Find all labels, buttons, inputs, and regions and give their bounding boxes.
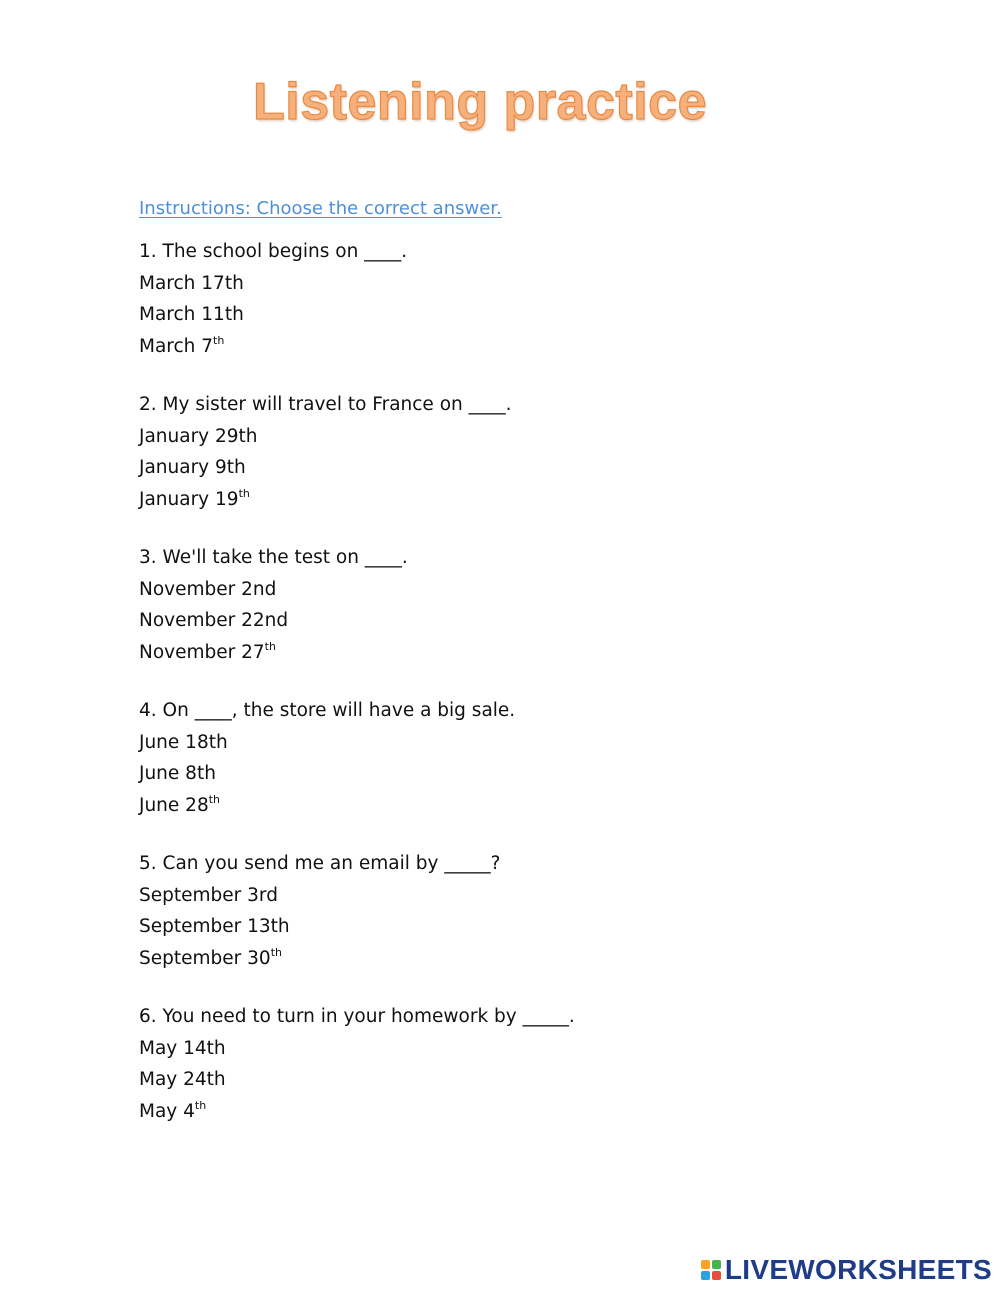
worksheet-title: Listening practice (253, 73, 707, 131)
question-1 (139, 236, 899, 362)
answer-option (139, 790, 899, 822)
answer-option (139, 727, 899, 759)
answer-option (139, 605, 899, 637)
answer-option (139, 637, 899, 669)
option-text: January 19 (139, 488, 239, 510)
option-text: September 30 (139, 947, 271, 969)
option-text: June 8th (139, 763, 216, 784)
answer-option (139, 1033, 899, 1065)
answer-option (139, 299, 899, 331)
logo-wordmark: LIVEWORKSHEETS (724, 1254, 992, 1285)
option-text: March 7 (139, 335, 214, 357)
ordinal-suffix: th (238, 486, 250, 500)
question-text: 2. My sister will travel to France on ____. (139, 394, 512, 415)
answer-option (139, 758, 899, 790)
question-4 (139, 695, 899, 821)
ordinal-suffix: th (208, 792, 221, 806)
answer-option (139, 452, 899, 484)
option-text: June 18th (139, 731, 228, 753)
answer-option (139, 911, 899, 943)
option-text: November 22nd (139, 610, 289, 631)
question-3 (139, 542, 899, 668)
answer-option (139, 880, 899, 912)
option-text: May 4 (139, 1100, 195, 1122)
logo-tile-icon (712, 1260, 721, 1269)
option-text: January 9th (139, 457, 246, 478)
ordinal-suffix: th (270, 945, 282, 959)
answer-option (139, 484, 899, 516)
option-text: September 3rd (139, 884, 278, 906)
ordinal-suffix: th (264, 639, 276, 653)
option-text: September 13th (139, 916, 290, 937)
answer-option (139, 1096, 899, 1128)
logo-tile-icon (701, 1260, 710, 1269)
liveworksheets-logo (701, 1254, 992, 1286)
option-text: January 29th (139, 425, 258, 447)
option-text: November 2nd (139, 578, 277, 600)
question-5 (139, 848, 899, 974)
option-text: June 28 (139, 794, 209, 816)
question-text: 6. You need to turn in your homework by _____. (139, 1006, 575, 1027)
question-text: 5. Can you send me an email by _____? (139, 853, 501, 874)
question-list (139, 236, 899, 1154)
answer-option (139, 421, 899, 453)
option-text: March 17th (139, 272, 244, 294)
logo-tile-icon (712, 1271, 721, 1280)
question-text: 4. On ____, the store will have a big sale. (139, 700, 516, 721)
question-6 (139, 1001, 899, 1127)
option-text: May 24th (139, 1069, 226, 1090)
option-text: May 14th (139, 1037, 226, 1059)
answer-option (139, 1064, 899, 1096)
question-2 (139, 389, 899, 515)
instructions-text: Instructions: Choose the correct answer. (139, 198, 502, 219)
question-text: 3. We'll take the test on ____. (139, 547, 408, 568)
option-text: November 27 (139, 641, 265, 663)
answer-option (139, 574, 899, 606)
ordinal-suffix: th (194, 1098, 207, 1112)
answer-option (139, 268, 899, 300)
logo-tile-icon (701, 1271, 710, 1280)
logo-tiles-icon (701, 1260, 721, 1280)
answer-option (139, 331, 899, 363)
question-text: 1. The school begins on ____. (139, 241, 408, 262)
option-text: March 11th (139, 304, 244, 325)
ordinal-suffix: th (213, 333, 225, 347)
answer-option (139, 943, 899, 975)
